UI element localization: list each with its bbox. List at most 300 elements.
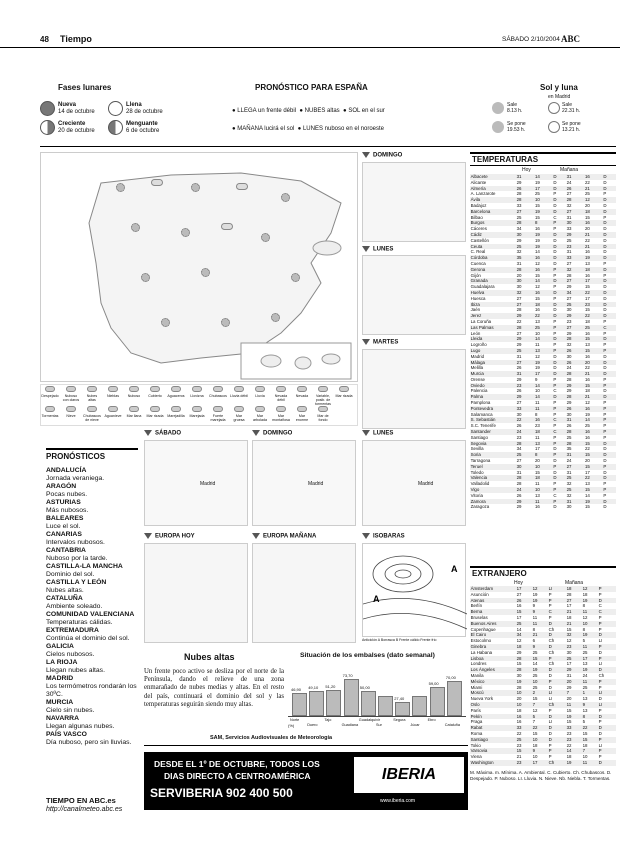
temp-value: P [603, 417, 616, 423]
legend-label: Mar de fondo [317, 414, 329, 422]
temp-value: 31 [516, 469, 522, 475]
temp-value: 16 [516, 719, 522, 725]
city-name: Lugo [470, 348, 516, 354]
temp-value: 27 [516, 295, 522, 301]
temp-value: Ch [548, 661, 555, 667]
temp-value: 10 [532, 754, 538, 760]
chart-x-label: Duero [307, 723, 318, 727]
temp-value: D [553, 260, 557, 266]
region-name: BALEARES [46, 515, 84, 522]
moonset-icon [548, 121, 560, 133]
temp-value: D [553, 394, 566, 400]
temp-value: P [553, 330, 557, 336]
legend-label: Nevada débil [274, 394, 288, 402]
chart-value-label: 59,00 [428, 680, 439, 686]
temp-value: 22 [516, 417, 534, 423]
minimap-title-domingo: DOMINGO [362, 152, 466, 160]
web-link[interactable]: http://canalmeteo.abc.es [46, 806, 123, 813]
temp-value: 32 [566, 202, 572, 208]
temp-value: D [553, 249, 557, 255]
city-name: Roma [470, 730, 483, 736]
temp-value: D [548, 730, 552, 736]
temp-value: 15 [582, 730, 588, 736]
legend-icon [192, 386, 202, 392]
credit: SAM, Servicios Audiovisuales de Meteorología [210, 735, 333, 741]
moonrise-icon [548, 102, 560, 114]
pronosticos-header [46, 448, 138, 461]
city-name: Palma [470, 394, 516, 400]
temp-value: 9 [532, 609, 548, 615]
pronosticos-list [46, 467, 140, 747]
temp-value: 29 [566, 684, 572, 690]
temp-value: 17 [584, 469, 590, 475]
legend-icon [45, 386, 55, 392]
region-forecast: Más nubosos. [46, 507, 89, 514]
legend-icon [129, 386, 139, 392]
temp-value: D [603, 394, 616, 400]
temp-value: 19 [534, 232, 552, 238]
temp-value: 25 [532, 649, 538, 655]
temp-value: P [603, 383, 616, 389]
temp-value: 24 [516, 429, 534, 435]
temp-value: 29 [516, 237, 522, 243]
madrid-lunes-title: LUNES [373, 430, 394, 437]
region-name: CANTABRIA [46, 547, 86, 554]
temp-value: 16 [584, 220, 602, 226]
city-name: Ibiza [470, 302, 516, 308]
city-name: S. Sebastián [470, 417, 516, 423]
temp-value: P [598, 719, 602, 725]
extranjero-title: EXTRANJERO [472, 569, 527, 578]
temp-value: P [553, 452, 566, 458]
forecast-item: MAÑANA lucirá el sol [237, 126, 295, 132]
temp-value: 15 [534, 202, 540, 208]
temp-value: 25 [582, 649, 588, 655]
bullet-icon: ● [232, 126, 236, 132]
temp-value: 14 [534, 249, 540, 255]
temp-value: D [548, 672, 552, 678]
divider [144, 745, 468, 746]
temp-value: 28 [566, 371, 584, 377]
temp-value: 28 [516, 684, 522, 690]
temp-value: 20 [534, 458, 540, 464]
region-forecast: Dominio del sol. [46, 571, 95, 578]
temp-value: 18 [584, 209, 602, 215]
temp-value: 35 [566, 446, 572, 452]
sunrise-icon [492, 102, 504, 114]
nubes-text: Un frente poco activo se desliza por el norte de la Península, dando el relieve de una zona enmarañado de nubes medias y altas. En el resto del país, continuará el dominio del sol y las temperaturas seguirán siendo muy altas. [144, 668, 284, 708]
city-name: Barcelona [470, 209, 516, 215]
temp-value: 21 [584, 371, 602, 377]
temp-value: P [603, 429, 616, 435]
abc-logo: ABC [561, 34, 581, 44]
temp-value: 9 [582, 702, 598, 708]
temp-value: 27 [566, 598, 582, 604]
iberia-ad[interactable] [144, 752, 468, 810]
temp-value: P [598, 737, 616, 743]
temp-value: 11 [532, 621, 548, 627]
temp-value: 16 [534, 307, 540, 313]
temp-value: C [598, 603, 602, 609]
temp-value: D [553, 197, 566, 203]
temp-value: 31 [516, 174, 534, 180]
temp-value: LI [548, 719, 553, 725]
temps-key: M. Máxima. m. Mínima. A. Ambiental. C. Cubierto. Ch. Chubascos. D. Despejado. P. Nuboso. LI. Lluvia. N. Nieve. Nb. Niebla. T. Tormentas. [470, 770, 612, 781]
chart-bar [395, 702, 410, 716]
legend-label: Lluvia débil [230, 394, 248, 398]
temp-value: P [603, 260, 607, 266]
chart-value-label: 73,70 [342, 673, 353, 679]
temp-value: 19 [534, 179, 540, 185]
city-name: Tarragona [470, 458, 491, 464]
temp-value: D [553, 371, 566, 377]
temp-value: 31 [516, 371, 534, 377]
temp-value: 22 [532, 725, 548, 731]
city-name: Pekín [470, 714, 516, 720]
temp-value: C [598, 609, 616, 615]
temp-value: D [603, 307, 607, 313]
city-name: Praga [470, 719, 483, 725]
legend-icon [192, 406, 202, 412]
temp-value: 17 [566, 661, 572, 667]
temp-value: 33 [516, 725, 532, 731]
temp-value: 10 [516, 690, 532, 696]
sun-icon [131, 223, 140, 232]
chart-value-label: 50,00 [359, 685, 370, 690]
moon-phase-name: Menguante [126, 121, 158, 127]
temp-value: D [603, 475, 616, 481]
temp-value: 22 [516, 318, 522, 324]
city-name: Bilbao [470, 214, 483, 220]
city-name: Vigo [470, 487, 516, 493]
city-name: Los Ángeles [470, 667, 516, 673]
ad-line-2: DIAS DIRECTO A CENTROAMÉRICA [164, 771, 311, 781]
temp-value: 30 [566, 504, 572, 510]
temp-value: P [603, 214, 607, 220]
temp-value: D [603, 197, 616, 203]
temp-value: P [598, 614, 602, 620]
temp-value: D [553, 278, 566, 284]
temp-value: LI [548, 690, 566, 696]
temp-value: D [598, 760, 616, 766]
temp-value: 30 [516, 411, 522, 417]
temp-value: D [553, 504, 557, 510]
temp-value: 10 [534, 197, 552, 203]
temp-value: 15 [532, 730, 538, 736]
spain-map-svg [41, 153, 359, 383]
temp-value: D [603, 179, 607, 185]
chart-bar [378, 696, 393, 716]
temp-value: 17 [534, 446, 540, 452]
triangle-icon [362, 339, 370, 345]
temp-value: 28 [566, 376, 572, 382]
temp-value: 23 [566, 644, 582, 650]
temp-value: 29 [566, 330, 572, 336]
chart-x-label: Cataluña [444, 723, 460, 727]
temp-value: D [548, 632, 566, 638]
temp-value: 26 [516, 186, 534, 192]
temp-value: P [553, 406, 566, 412]
temp-value: 23 [516, 383, 534, 389]
temp-value: C [548, 609, 566, 615]
section-title: Tiempo [60, 34, 92, 44]
temp-value: 9 [532, 748, 548, 754]
table-row [470, 760, 616, 766]
city-name: Tokio [470, 742, 481, 748]
temp-value: D [598, 714, 616, 720]
sun-icon [201, 268, 210, 277]
temp-value: D [603, 302, 616, 308]
legend-icon [318, 386, 328, 392]
moonset-time: 13.21 h. [562, 127, 581, 133]
europa-manana-title: EUROPA MAÑANA [263, 533, 317, 540]
temp-value: 18 [582, 591, 588, 597]
temp-value: 27 [516, 302, 534, 308]
temp-value: 21 [566, 609, 582, 615]
legend-icon [150, 406, 160, 412]
temp-value: 28 [516, 191, 522, 197]
temp-value: D [603, 452, 616, 458]
temp-value: 18 [532, 742, 538, 748]
temp-value: 11 [582, 760, 598, 766]
temp-value: 12 [582, 586, 598, 592]
temp-value: 32 [516, 290, 534, 296]
temp-value: 29 [566, 400, 572, 406]
temp-value: 11 [582, 679, 598, 685]
temp-value: 26 [566, 360, 584, 366]
city-name: Pamplona [470, 400, 491, 406]
legend-label: Chubascos de nieve [83, 414, 101, 422]
cloud-icon [221, 223, 233, 230]
city-name: Almería [470, 186, 516, 192]
chart-x-label: Júcar [410, 723, 420, 727]
legend-icon [234, 406, 244, 412]
temp-value: 8 [534, 220, 552, 226]
temp-value: 16 [534, 417, 552, 423]
temp-value: 30 [566, 353, 572, 359]
city-name: Jerez [470, 313, 516, 319]
moon-phase-name: Llena [126, 102, 142, 108]
temp-value: 27 [566, 278, 584, 284]
city-name: Albacete [470, 174, 516, 180]
temp-value: 30 [516, 284, 522, 290]
temp-value: LI [598, 690, 616, 696]
temp-value: P [553, 499, 566, 505]
temp-value: 25 [516, 737, 532, 743]
legend-icon [45, 406, 55, 412]
legend-label: Mar enorme [295, 414, 309, 422]
city-label: Madrid [308, 481, 324, 487]
temp-value: 28 [516, 197, 534, 203]
temp-value: D [598, 632, 616, 638]
temp-value: D [553, 469, 557, 475]
temp-value: 24 [516, 487, 534, 493]
temp-value: 15 [566, 626, 572, 632]
temp-value: 19 [532, 667, 548, 673]
bullet-icon: ● [232, 108, 236, 114]
temp-value: D [553, 232, 566, 238]
temp-value: 27 [516, 400, 522, 406]
madrid-maps [144, 430, 468, 530]
temp-value: 29 [566, 313, 584, 319]
legend-icon [234, 386, 244, 392]
temp-value: 23 [516, 434, 522, 440]
city-name: Valladolid [470, 481, 490, 487]
ad-url[interactable]: www.iberia.com [380, 798, 416, 804]
region-name: CANARIAS [46, 531, 82, 538]
temp-value: P [548, 656, 566, 662]
temps-header [470, 152, 616, 166]
temp-value: 15 [584, 214, 590, 220]
temp-value: 25 [566, 434, 572, 440]
city-name: A. Lanzarote [470, 191, 496, 197]
temp-value: D [603, 267, 616, 273]
temp-value: 21 [584, 232, 602, 238]
temp-value: 22 [584, 365, 590, 371]
chart-x-label: Tajo [324, 718, 332, 722]
temp-value: 29 [516, 499, 534, 505]
temp-value: P [598, 621, 616, 627]
legend-label: Aguaceros [167, 394, 185, 398]
city-name: Zamora [470, 499, 516, 505]
svg-text:A: A [373, 594, 380, 604]
temp-value: D [548, 684, 552, 690]
city-label: Madrid [200, 481, 216, 487]
temp-value: 22 [534, 313, 552, 319]
madrid-map-domingo [252, 440, 356, 526]
temp-value: D [553, 174, 566, 180]
temp-value: D [603, 365, 607, 371]
temp-value: D [553, 475, 566, 481]
temp-value: 17 [566, 603, 572, 609]
temp-value: 8 [534, 411, 538, 417]
legend-icon [213, 406, 223, 412]
temp-value: 10 [582, 621, 598, 627]
temp-value: 31 [566, 672, 572, 678]
temp-value: 29 [516, 649, 522, 655]
temp-value: 27 [516, 591, 522, 597]
legend-icon [87, 406, 97, 412]
region-forecast: Nuboso por la tarde. [46, 555, 108, 562]
temp-value: 32 [516, 249, 522, 255]
temp-value: 29 [566, 667, 582, 673]
temp-value: 7 [566, 690, 582, 696]
temp-value: 27 [516, 458, 522, 464]
temp-value: P [598, 679, 616, 685]
temp-value: 22 [584, 237, 590, 243]
city-name: Gijón [470, 272, 481, 278]
spain-forecast-map [40, 152, 358, 382]
temp-value: 15 [516, 609, 532, 615]
temp-value: 1 [582, 690, 598, 696]
city-name: París [470, 707, 481, 713]
temp-value: 19 [584, 499, 602, 505]
temp-value: D [603, 295, 607, 301]
temp-value: 16 [516, 603, 522, 609]
temp-value: 25 [566, 487, 584, 493]
temp-value: 31 [566, 452, 584, 458]
triangle-icon [252, 430, 260, 436]
temp-value: 18 [566, 586, 582, 592]
temp-value: 19 [584, 411, 590, 417]
city-name: Teruel [470, 464, 516, 470]
temp-value: 19 [516, 679, 532, 685]
temp-value: D [598, 649, 602, 655]
temp-value: 19 [582, 667, 598, 673]
temp-value: 16 [516, 714, 532, 720]
temp-value: 34 [516, 226, 522, 232]
region-name: COMUNIDAD VALENCIANA [46, 611, 135, 618]
ad-line-1: DESDE EL 1º DE OCTUBRE, TODOS LOS [154, 759, 320, 769]
temp-value: D [603, 313, 616, 319]
temp-value: 15 [534, 469, 540, 475]
city-name: Salamanca [470, 411, 493, 417]
temp-value: P [553, 325, 566, 331]
temp-value: 9 [532, 603, 536, 609]
temp-value: P [603, 348, 616, 354]
temp-value: 21 [532, 632, 548, 638]
legend-label: Tormentas [41, 414, 59, 418]
temp-value: 17 [534, 186, 552, 192]
temp-value: P [553, 295, 557, 301]
temp-value: P [603, 400, 607, 406]
temp-value: 22 [566, 742, 572, 748]
legend-icon [171, 406, 181, 412]
temp-value: 28 [516, 267, 534, 273]
temp-value: D [603, 441, 616, 447]
city-name: Nueva York [470, 696, 494, 702]
legend-icon [276, 386, 286, 392]
temp-value: 11 [534, 406, 552, 412]
temp-value: 14 [584, 417, 602, 423]
temp-value: 11 [534, 499, 552, 505]
temp-value: D [598, 598, 616, 604]
temp-value: P [598, 626, 602, 632]
temp-value: 2 [532, 690, 548, 696]
moon-phase-date: 14 de octubre [58, 109, 95, 115]
temp-value: 28 [566, 197, 584, 203]
temp-value: D [553, 209, 566, 215]
temp-value: D [603, 353, 607, 359]
temp-value: 17 [516, 586, 532, 592]
temp-value: 16 [584, 272, 590, 278]
temp-value: 13 [582, 696, 588, 702]
temp-value: 21 [584, 244, 602, 250]
city-name: Asunción [470, 591, 489, 597]
temp-value: 20 [566, 696, 572, 702]
temp-value: 13 [534, 441, 552, 447]
sun-subtitle: en Madrid [548, 94, 571, 100]
temp-value: 22 [584, 446, 590, 452]
city-name: Moscú [470, 690, 516, 696]
region-forecast: Intervalos nubosos. [46, 539, 105, 546]
temp-value: 25 [516, 214, 522, 220]
city-name: Estocolmo [470, 638, 492, 644]
sunrise-time: 8.13 h. [507, 108, 523, 114]
temp-value: 10 [534, 464, 552, 470]
europa-hoy-title: EUROPA HOY [155, 533, 195, 540]
temp-value: 29 [566, 232, 584, 238]
temp-value: P [553, 226, 557, 232]
temp-value: 18 [516, 644, 532, 650]
city-name: Varsovia [470, 748, 516, 754]
region-name: EXTREMADURA [46, 627, 99, 634]
legend-icon [255, 386, 265, 392]
city-name: Palencia [470, 388, 488, 394]
city-name: Washington [470, 760, 516, 766]
temp-value: D [553, 336, 566, 342]
legend-label: Mar arbolada [253, 414, 267, 422]
